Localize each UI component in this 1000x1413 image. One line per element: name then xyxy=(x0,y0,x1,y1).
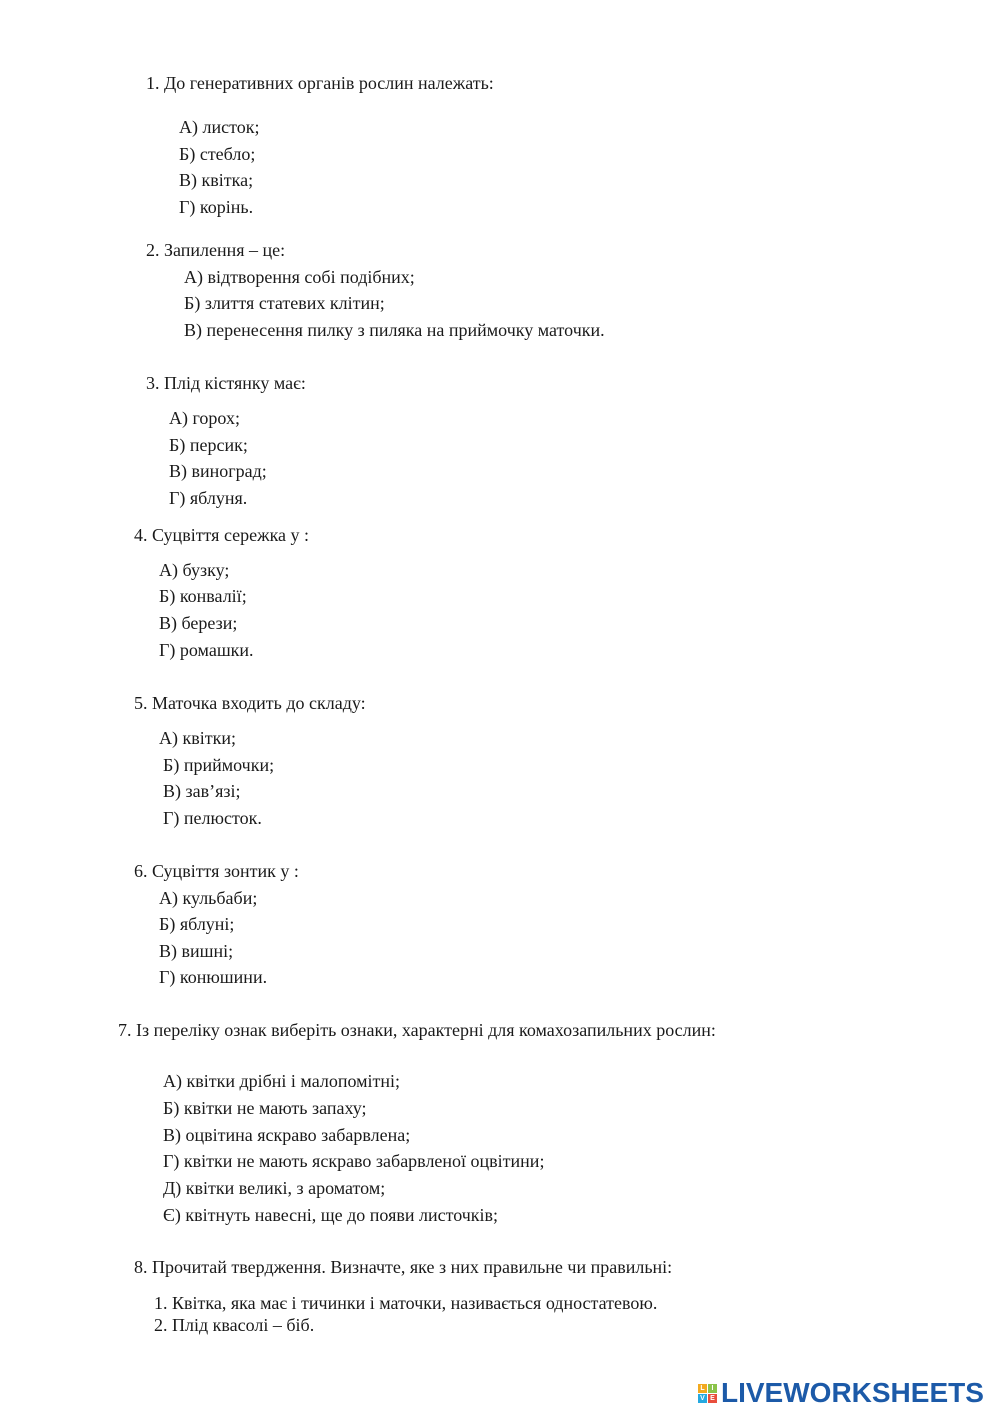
question-4-option-b[interactable]: Б) конвалії; xyxy=(159,586,247,606)
question-2-option-c[interactable]: В) перенесення пилку з пиляка на приймочку маточки. xyxy=(184,320,605,340)
question-7-option-d[interactable]: Г) квітки не мають яскраво забарвленої оцвітини; xyxy=(163,1151,545,1171)
question-6-option-a[interactable]: А) кульбаби; xyxy=(159,888,258,908)
logo-square-e: E xyxy=(708,1394,717,1403)
logo-square-i: I xyxy=(708,1384,717,1393)
question-6-option-c[interactable]: В) вишні; xyxy=(159,941,234,961)
logo-square-v: V xyxy=(698,1394,707,1403)
question-4-option-a[interactable]: А) бузку; xyxy=(159,560,230,580)
question-5-title: 5. Маточка входить до складу: xyxy=(134,693,366,713)
question-6-option-b[interactable]: Б) яблуні; xyxy=(159,914,235,934)
question-6-title: 6. Суцвіття зонтик у : xyxy=(134,861,299,881)
question-2-title: 2. Запилення – це: xyxy=(146,240,286,260)
question-7-option-f[interactable]: Є) квітнуть навесні, ще до появи листочків; xyxy=(163,1205,499,1225)
logo-square-l: L xyxy=(698,1384,707,1393)
question-6-option-d[interactable]: Г) конюшини. xyxy=(159,967,268,987)
question-7-title: 7. Із переліку ознак виберіть ознаки, характерні для комахозапильних рослин: xyxy=(118,1020,716,1040)
question-4-title: 4. Суцвіття сережка у : xyxy=(134,525,310,545)
question-3-option-b[interactable]: Б) персик; xyxy=(169,435,248,455)
question-7-option-a[interactable]: А) квітки дрібні і малопомітні; xyxy=(163,1071,401,1091)
question-8-statement-1[interactable]: 1. Квітка, яка має і тичинки і маточки, називається одностатевою. xyxy=(154,1293,658,1313)
question-8-statement-2[interactable]: 2. Плід квасолі – біб. xyxy=(154,1315,315,1335)
question-4-option-c[interactable]: В) берези; xyxy=(159,613,238,633)
question-3-option-c[interactable]: В) виноград; xyxy=(169,461,267,481)
liveworksheets-logo[interactable] xyxy=(698,1377,984,1408)
logo-text: LIVEWORKSHEETS xyxy=(721,1377,984,1408)
question-5-option-c[interactable]: В) зав’язі; xyxy=(163,781,241,801)
question-3-option-d[interactable]: Г) яблуня. xyxy=(169,488,248,508)
question-7-option-c[interactable]: В) оцвітина яскраво забарвлена; xyxy=(163,1125,411,1145)
question-3-option-a[interactable]: А) горох; xyxy=(169,408,240,428)
question-4-option-d[interactable]: Г) ромашки. xyxy=(159,640,254,660)
question-1-title: 1. До генеративних органів рослин належать: xyxy=(146,73,494,93)
question-1-option-b[interactable]: Б) стебло; xyxy=(179,144,256,164)
question-1-option-d[interactable]: Г) корінь. xyxy=(179,197,254,217)
question-5-option-b[interactable]: Б) приймочки; xyxy=(163,755,275,775)
question-2-option-b[interactable]: Б) злиття статевих клітин; xyxy=(184,293,385,313)
logo-squares-icon xyxy=(698,1384,717,1403)
question-2-option-a[interactable]: А) відтворення собі подібних; xyxy=(184,267,415,287)
question-8-title: 8. Прочитай твердження. Визначте, яке з них правильне чи правильні: xyxy=(134,1257,673,1277)
question-7-option-b[interactable]: Б) квітки не мають запаху; xyxy=(163,1098,367,1118)
question-7-option-e[interactable]: Д) квітки великі, з ароматом; xyxy=(163,1178,386,1198)
question-1-option-a[interactable]: А) листок; xyxy=(179,117,260,137)
question-5-option-d[interactable]: Г) пелюсток. xyxy=(163,808,262,828)
question-3-title: 3. Плід кістянку має: xyxy=(146,373,306,393)
question-5-option-a[interactable]: А) квітки; xyxy=(159,728,236,748)
question-1-option-c[interactable]: В) квітка; xyxy=(179,170,254,190)
